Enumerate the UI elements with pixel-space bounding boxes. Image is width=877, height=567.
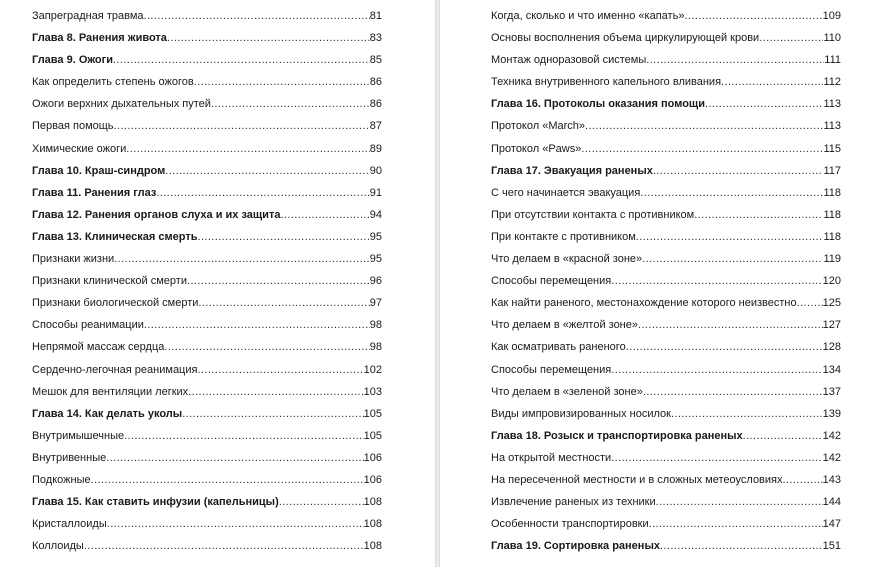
toc-entry-title: При отсутствии контакта с противником: [491, 208, 695, 221]
toc-entry: [32, 314, 382, 336]
toc-page-number: 108: [363, 518, 382, 531]
toc-chapter-entry: [491, 535, 841, 557]
toc-entry: [491, 403, 841, 425]
toc-entry: [32, 71, 382, 93]
toc-page-number: 109: [822, 10, 841, 22]
toc-entry: [491, 226, 841, 248]
dot-leader: [114, 115, 370, 137]
dot-leader: [783, 469, 823, 491]
toc-page-number: 127: [822, 319, 841, 332]
table-of-contents-left: [32, 5, 382, 557]
toc-entry-title: Глава 11. Ранения глаз: [32, 186, 157, 199]
toc-entry-title: Внутривенные: [32, 451, 107, 464]
toc-entry: [491, 138, 841, 160]
toc-chapter-entry: [32, 160, 382, 182]
toc-entry-title: Виды импровизированных носилок: [491, 407, 671, 420]
dot-leader: [643, 381, 823, 403]
toc-entry-title: Сердечно-легочная реанимация: [32, 363, 198, 376]
toc-entry-title: Глава 12. Ранения органов слуха и их защита: [32, 208, 281, 221]
toc-entry-title: Подкожные: [32, 473, 91, 486]
toc-page-number: 106: [363, 473, 382, 486]
toc-page-number: 83: [369, 32, 382, 45]
toc-chapter-entry: [491, 160, 841, 182]
toc-chapter-entry: [491, 425, 841, 447]
table-of-contents-right: [491, 5, 841, 557]
toc-entry-title: Кристаллоиды: [32, 518, 107, 531]
toc-entry: [32, 93, 382, 115]
toc-entry-title: С чего начинается эвакуация: [491, 186, 641, 199]
toc-entry-title: Ожоги верхних дыхательных путей: [32, 98, 211, 111]
toc-entry-title: На пересеченной местности и в сложных метеоусловиях: [491, 473, 783, 486]
dot-leader: [646, 49, 824, 71]
toc-entry-title: Признаки клинической смерти: [32, 275, 187, 288]
dot-leader: [279, 491, 364, 513]
toc-entry-title: Протокол «Paws»: [491, 142, 582, 155]
toc-page-number: 87: [369, 120, 382, 133]
toc-entry: [491, 469, 841, 491]
toc-entry: [491, 359, 841, 381]
toc-page-number: 95: [369, 230, 382, 243]
toc-page-number: 139: [822, 407, 841, 420]
toc-chapter-entry: [32, 491, 382, 513]
toc-page-number: 85: [369, 54, 382, 67]
toc-entry: [491, 314, 841, 336]
toc-entry-title: Глава 18. Розыск и транспортировка раненых: [491, 429, 743, 442]
toc-page-number: 102: [363, 363, 382, 376]
dot-leader: [611, 359, 822, 381]
toc-page-number: 97: [369, 297, 382, 310]
dot-leader: [144, 5, 370, 27]
toc-page-number: 144: [822, 496, 841, 509]
toc-entry: [32, 381, 382, 403]
toc-page-number: 118: [823, 208, 841, 221]
toc-entry-title: Коллоиды: [32, 540, 84, 553]
toc-page-number: 86: [369, 76, 382, 89]
toc-entry-title: Что делаем в «зеленой зоне»: [491, 385, 643, 398]
dot-leader: [797, 292, 823, 314]
dot-leader: [197, 226, 369, 248]
right-page: [440, 0, 877, 567]
toc-page-number: 106: [363, 451, 382, 464]
dot-leader: [653, 160, 824, 182]
dot-leader: [671, 403, 823, 425]
toc-chapter-entry: [491, 93, 841, 115]
toc-chapter-entry: [32, 403, 382, 425]
toc-page-number: 89: [369, 142, 382, 155]
toc-chapter-entry: [32, 182, 382, 204]
toc-entry-title: Что делаем в «красной зоне»: [491, 253, 643, 266]
dot-leader: [187, 270, 370, 292]
dot-leader: [640, 182, 823, 204]
toc-page-number: 128: [822, 341, 841, 354]
toc-chapter-entry: [32, 27, 382, 49]
toc-entry-title: Глава 10. Краш-синдром: [32, 164, 166, 177]
dot-leader: [197, 359, 363, 381]
toc-chapter-entry: [32, 204, 382, 226]
dot-leader: [649, 513, 823, 535]
toc-page-number: 86: [369, 98, 382, 111]
toc-entry-title: Глава 17. Эвакуация раненых: [491, 164, 653, 177]
toc-page-number: 98: [369, 341, 382, 354]
left-page: [0, 0, 435, 567]
dot-leader: [198, 292, 369, 314]
toc-entry: [491, 491, 841, 513]
toc-entry: [32, 270, 382, 292]
toc-entry: [491, 381, 841, 403]
toc-entry-title: Монтаж одноразовой системы: [491, 54, 647, 67]
toc-page-number: 81: [369, 10, 382, 22]
toc-page-number: 110: [823, 32, 841, 45]
dot-leader: [124, 425, 364, 447]
dot-leader: [684, 5, 822, 27]
dot-leader: [280, 204, 369, 226]
dot-leader: [638, 314, 823, 336]
toc-entry: [491, 292, 841, 314]
toc-entry-title: Запрегрaдная травма: [32, 10, 144, 22]
toc-page-number: 90: [369, 164, 382, 177]
dot-leader: [84, 535, 364, 557]
dot-leader: [106, 447, 363, 469]
toc-page-number: 105: [363, 429, 382, 442]
toc-entry: [491, 182, 841, 204]
toc-page-number: 113: [823, 120, 841, 133]
toc-entry: [32, 513, 382, 535]
toc-page-number: 143: [822, 473, 841, 486]
toc-entry: [491, 5, 841, 27]
dot-leader: [156, 182, 369, 204]
dot-leader: [164, 336, 369, 358]
dot-leader: [188, 381, 363, 403]
toc-entry-title: Признаки жизни: [32, 253, 115, 266]
toc-page-number: 118: [823, 186, 841, 199]
dot-leader: [194, 71, 370, 93]
dot-leader: [642, 248, 823, 270]
toc-entry-title: Внутримышечные: [32, 429, 125, 442]
toc-page-number: 95: [369, 253, 382, 266]
toc-entry: [32, 535, 382, 557]
toc-entry: [491, 71, 841, 93]
toc-entry-title: Химические ожоги: [32, 142, 127, 155]
toc-page-number: 118: [823, 230, 841, 243]
dot-leader: [611, 270, 822, 292]
toc-page-number: 147: [822, 518, 841, 531]
dot-leader: [721, 71, 823, 93]
toc-entry: [32, 138, 382, 160]
dot-leader: [167, 27, 370, 49]
toc-entry: [32, 336, 382, 358]
toc-page-number: 115: [823, 142, 841, 155]
dot-leader: [182, 403, 363, 425]
toc-entry-title: Способы перемещения: [491, 363, 612, 376]
toc-entry: [32, 359, 382, 381]
toc-entry: [32, 292, 382, 314]
dot-leader: [585, 115, 823, 137]
toc-entry-title: Как определить степень ожогов: [32, 76, 194, 89]
dot-leader: [107, 513, 364, 535]
toc-entry-title: Извлечение раненых из техники: [491, 496, 656, 509]
toc-page-number: 113: [823, 98, 841, 111]
toc-entry-title: Первая помощь: [32, 120, 114, 133]
toc-page-number: 103: [363, 385, 382, 398]
dot-leader: [626, 336, 823, 358]
toc-entry-title: Признаки биологической смерти: [32, 297, 199, 310]
toc-page-number: 111: [824, 54, 841, 67]
toc-page-number: 117: [823, 164, 841, 177]
toc-page-number: 151: [822, 540, 841, 553]
toc-entry-title: При контакте с противником: [491, 230, 636, 243]
toc-entry: [491, 248, 841, 270]
toc-entry-title: Глава 14. Как делать уколы: [32, 407, 183, 420]
toc-entry-title: Глава 8. Ранения живота: [32, 32, 167, 45]
toc-entry-title: На открытой местности: [491, 451, 612, 464]
toc-entry-title: Способы реанимации: [32, 319, 144, 332]
dot-leader: [660, 535, 823, 557]
dot-leader: [656, 491, 823, 513]
toc-entry-title: Глава 19. Сортировка раненых: [491, 540, 660, 553]
toc-entry: [491, 27, 841, 49]
toc-page-number: 96: [369, 275, 382, 288]
toc-entry-title: Протокол «March»: [491, 120, 586, 133]
dot-leader: [165, 160, 369, 182]
toc-page-number: 112: [823, 76, 841, 89]
toc-page-number: 108: [363, 540, 382, 553]
dot-leader: [636, 226, 824, 248]
dot-leader: [705, 93, 823, 115]
dot-leader: [113, 49, 370, 71]
dot-leader: [743, 425, 823, 447]
dot-leader: [114, 248, 370, 270]
toc-page-number: 134: [822, 363, 841, 376]
toc-entry: [491, 447, 841, 469]
toc-page-number: 91: [369, 186, 382, 199]
dot-leader: [581, 138, 823, 160]
toc-entry-title: Глава 9. Ожоги: [32, 54, 113, 67]
toc-page-number: 120: [822, 275, 841, 288]
toc-page-number: 119: [823, 253, 841, 266]
dot-leader: [91, 469, 364, 491]
toc-entry: [32, 447, 382, 469]
dot-leader: [126, 138, 369, 160]
toc-entry: [491, 270, 841, 292]
dot-leader: [211, 93, 370, 115]
toc-entry-title: Мешок для вентиляции легких: [32, 385, 189, 398]
dot-leader: [694, 204, 823, 226]
toc-entry: [491, 49, 841, 71]
toc-entry: [491, 204, 841, 226]
toc-page-number: 125: [822, 297, 841, 310]
toc-entry-title: Когда, сколько и что именно «капать»: [491, 10, 685, 22]
toc-chapter-entry: [32, 226, 382, 248]
toc-entry: [491, 115, 841, 137]
toc-entry: [32, 115, 382, 137]
toc-entry-title: Как осматривать раненого: [491, 341, 626, 354]
toc-page-number: 137: [822, 385, 841, 398]
toc-entry-title: Способы перемещения: [491, 275, 612, 288]
toc-entry-title: Особенности транспортировки: [491, 518, 649, 531]
toc-entry: [32, 469, 382, 491]
toc-page-number: 142: [822, 429, 841, 442]
toc-entry: [491, 336, 841, 358]
toc-entry-title: Основы восполнения объема циркулирующей крови: [491, 32, 760, 45]
toc-entry-title: Как найти раненого, местонахождение которого неизвестно: [491, 297, 797, 310]
toc-page-number: 94: [369, 208, 382, 221]
dot-leader: [144, 314, 370, 336]
dot-leader: [759, 27, 823, 49]
toc-entry-title: Глава 16. Протоколы оказания помощи: [491, 98, 705, 111]
toc-entry: [32, 425, 382, 447]
toc-entry-title: Что делаем в «желтой зоне»: [491, 319, 638, 332]
toc-page-number: 105: [363, 407, 382, 420]
toc-entry-title: Глава 13. Клиническая смерть: [32, 230, 198, 243]
toc-chapter-entry: [32, 49, 382, 71]
dot-leader: [611, 447, 822, 469]
toc-entry: [32, 5, 382, 27]
toc-page-number: 108: [363, 496, 382, 509]
toc-entry-title: Техника внутривенного капельного вливания: [491, 76, 722, 89]
toc-page-number: 142: [822, 451, 841, 464]
toc-entry-title: Непрямой массаж сердца: [32, 341, 165, 354]
toc-page-number: 98: [369, 319, 382, 332]
toc-entry-title: Глава 15. Как ставить инфузии (капельницы): [32, 496, 279, 509]
toc-entry: [32, 248, 382, 270]
toc-entry: [491, 513, 841, 535]
